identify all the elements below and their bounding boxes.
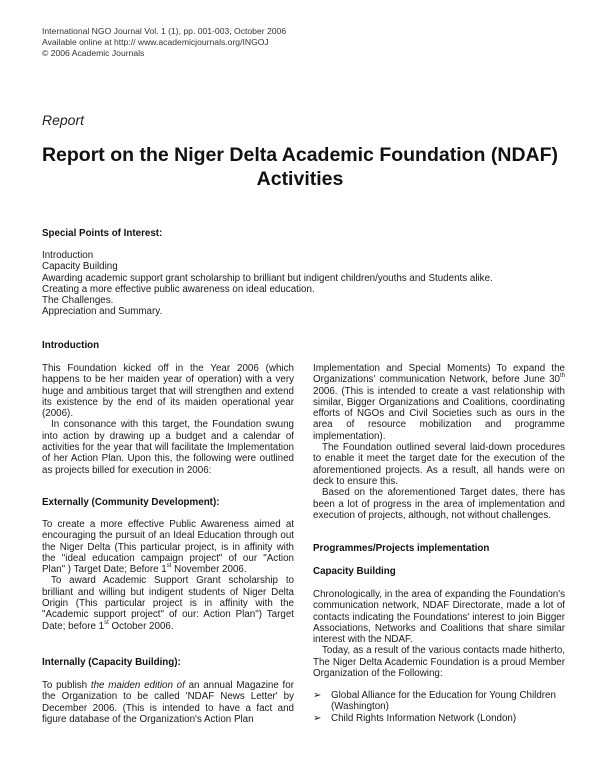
list-item [313,713,565,724]
list-item: Creating a more effective public awareness on ideal education. [42,283,315,295]
emphasis: the maiden edition of [90,680,185,691]
text: To publish [42,680,91,691]
paragraph [313,363,565,442]
superscript: st [166,563,172,570]
introduction-body [42,363,294,476]
paragraph [42,519,294,575]
special-points-heading: Special Points of Interest: [42,228,163,239]
paragraph: Today, as a result of the various contacts made hitherto, The Niger Delta Academic Foundation is a proud Member Organization of the Following: [313,645,565,680]
paragraph [42,575,294,631]
text: October 2006. [108,620,174,632]
text: Implementation and Special Moments) To expand the Organizations' communication Network, before June 30 [313,363,565,386]
special-points-list [42,250,493,318]
paragraph: In consonance with this target, the Foundation swung into action by drawing up a budget and a calendar of activities for the year that will facilitate the Implementation of her Action Plan. Upon this, the following were outlined as projects billed for execution in 2006: [42,419,294,476]
copyright: © 2006 Academic Journals [42,48,145,58]
introduction-heading: Introduction [42,340,100,351]
list-item: Appreciation and Summary. [42,306,163,318]
list-item: Awarding academic support grant scholarship to brilliant but indigent children/youths and Students alike. [42,272,493,284]
paragraph: Based on the aforementioned Target dates, there has been a lot of progress in the area of implementation and execution of projects, although, not without challenges. [313,487,565,521]
list-item: Capacity Building [42,261,118,273]
text: To award Academic Support Grant scholarship to brilliant and willing but indigent students of Niger Delta Origin (This particular project is in affinity with the "Academic support project" of our: Action Plan") Target Date; before 1 [42,575,294,632]
paragraph: This Foundation kicked off in the Year 2006 (which happens to be her maiden year of operation) with a very huge and ambitious target that will strengthen and extend its existence by the end of its maiden operational year (2006). [42,363,294,420]
internally-heading: Internally (Capacity Building): [42,657,181,668]
superscript: st [104,619,109,626]
capacity-building-body [313,589,565,679]
title-line-1: Report on the Niger Delta Academic Foundation (NDAF) [41,144,559,166]
journal-header [42,26,286,59]
article-type: Report [42,112,85,128]
externally-body [42,519,294,632]
paragraph: Chronologically, in the area of expanding the Foundation's communication network, NDAF Directorate, made a lot of contacts indicating the Foundations' interest to join Bigger Associations, Networks and Coalitions that share similar interest with the NDAF. [313,589,565,646]
text: Child Rights Information Network (London) [331,712,517,724]
arrow-bullet-icon: ➢ [313,690,322,701]
citation: International NGO Journal Vol. 1 (1), pp. 001-003, October 2006 [42,26,287,36]
paragraph [42,680,294,725]
text: To create a more effective Public Awareness aimed at encouraging the pursuit of an Ideal Education through out the Niger Delta (This particular project, is in affinity with the "ideal education campaign project" of our "Action Plan" ) Target Date; Before 1 [42,519,294,576]
list-item: The Challenges. [42,295,114,307]
list-item [313,690,565,713]
title-line-2: Activities [256,168,344,190]
text: Global Alliance for the Education for Young Children (Washington) [331,690,556,713]
programmes-heading: Programmes/Projects implementation [313,543,490,554]
text: an annual Magazine for the Organization to be called 'NDAF News Letter' by December 2006. (This is intended to have a fact and figure database of the Organization's Action Plan [42,680,294,725]
right-column-body [313,363,565,521]
superscript: th [559,373,565,380]
page-title [0,143,600,191]
text: 2006. (This is intended to create a vast relationship with similar, Bigger Organizations and Coalitions, coordinating efforts of NGOs and Civil Societies such as ours in the area of resource mobilization and programme implementation). [313,385,565,442]
internally-body [42,680,294,725]
text: November 2006. [171,564,247,576]
arrow-bullet-icon: ➢ [313,712,322,724]
availability: Available online at http:// www.academicjournals.org/INGOJ [42,37,269,47]
externally-heading: Externally (Community Development): [42,497,220,508]
list-item: Introduction [42,250,94,261]
membership-list [313,690,565,724]
capacity-building-heading: Capacity Building [313,566,396,577]
paragraph: The Foundation outlined several laid-down procedures to enable it meet the target date for the execution of the aforementioned projects. As a result, all hands were on deck to ensure this. [313,442,565,487]
